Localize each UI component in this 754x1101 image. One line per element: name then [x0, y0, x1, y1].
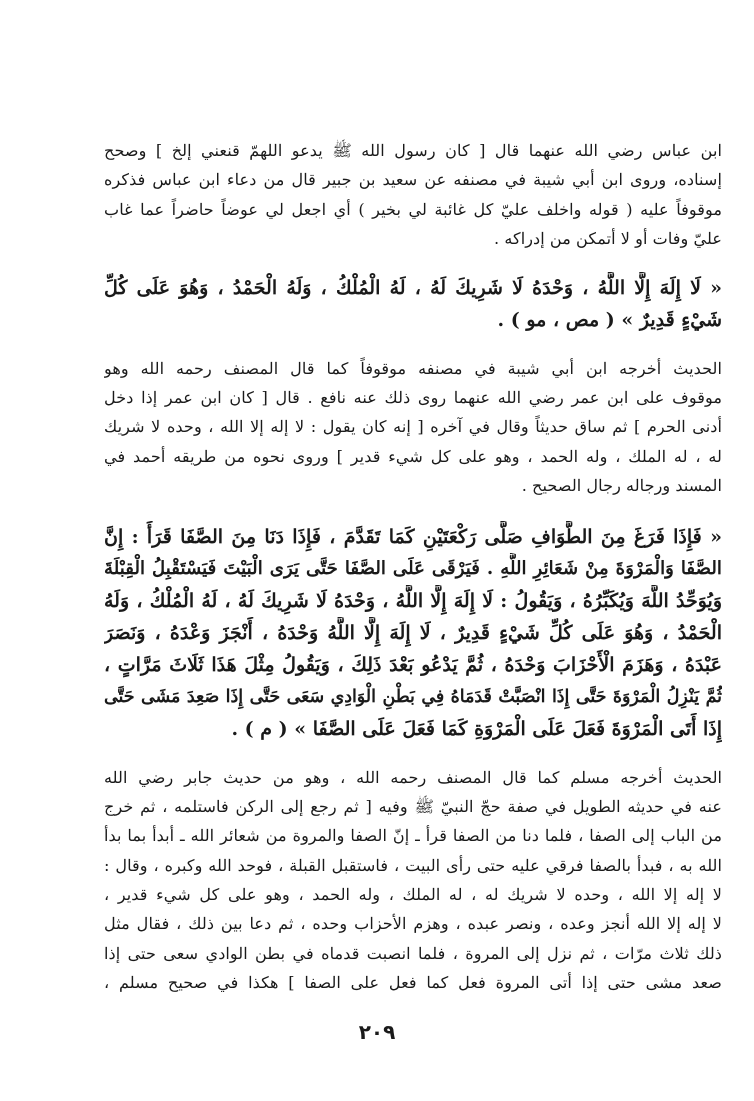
- text-line: صعد مشى حتى إذا أتى المروة فعل كما فعل على الصفا ] هكذا في صحيح مسلم ،: [104, 973, 722, 993]
- text-line: لا إله إلا الله ، وحده لا شريك له ، له الملك ، وله الحمد ، وهو على كل شيء قدير ،: [104, 885, 722, 905]
- hadith-line: « فَإِذَا فَرَغَ مِنَ الطَّوَافِ صَلَّى رَكْعَتَيْنِ كَمَا تَقَدَّمَ ، فَإِذَا دَنَا مِنَ الصَّفَا قَرَأَ : إِنَّ: [104, 525, 722, 548]
- text-line: المسند ورجاله رجال الصحيح .: [521, 476, 722, 496]
- hadith-text-2: [104, 521, 722, 745]
- hadith-line: وَيُوَحِّدُ اللَّهَ وَيُكَبِّرُهُ ، وَيَقُولُ : لَا إِلَهَ إِلَّا اللَّهُ ، وَحْدَهُ لَا شَرِيكَ لَهُ ، لَهُ الْمُلْكُ ، وَلَهُ: [104, 589, 722, 612]
- hadith-line: الْحَمْدُ ، وَهُوَ عَلَى كُلِّ شَيْءٍ قَدِيرٌ ، لَا إِلَهَ إِلَّا اللَّهُ وَحْدَهُ ، أَنْجَزَ وَعْدَهُ ، وَنَصَرَ: [104, 621, 722, 644]
- text-line: الحديث أخرجه مسلم كما قال المصنف رحمه الله ، وهو من حديث جابر رضي الله: [104, 767, 722, 787]
- text-line: أدنى الحرم ] ثم ساق حديثاً وقال في آخره [ إنه كان يقول : لا إله إلا الله ، وحده لا شريك: [104, 417, 722, 437]
- text-line: عليّ وفات أو لا أتمكن من إدراكه .: [494, 229, 722, 249]
- commentary-paragraph-2: [104, 763, 722, 998]
- text-line: ذلك ثلاث مرّات ، ثم نزل إلى المروة ، فلما انصبت قدماه في بطن الوادي سعى حتى إذا: [104, 943, 722, 963]
- hadith-line: ثُمَّ يَنْزِلُ الْمَرْوَةَ حَتَّى إِذَا انْصَبَّتْ قَدَمَاهُ فِي بَطْنِ الْوَادِي سَعَى حَتَّى إِذَا صَعِدَ مَشَى حَتَّى: [104, 686, 722, 707]
- hadith-line: الصَّفَا وَالْمَرْوَةَ مِنْ شَعَائِرِ اللَّهِ . فَيَرْقَى عَلَى الصَّفَا حَتَّى يَرَى الْبَيْتَ فَيَسْتَقْبِلُ الْقِبْلَةَ: [104, 557, 722, 579]
- text-line: له ، له الملك ، وله الحمد ، وهو على كل شيء قدير ] وروى نحوه من طريقه أحمد في: [104, 446, 722, 466]
- text-line: الله به ، فبدأ بالصفا فرقي عليه حتى رأى البيت ، فاستقبل القبلة ، فوحد الله وكبره ، وقال :: [104, 855, 722, 875]
- page-number: ٢٠٩: [358, 1020, 396, 1044]
- text-line: ابن عباس رضي الله عنهما قال [ كان رسول الله ﷺ يدعو اللهمّ قنعني إلخ ] وصحح: [104, 141, 722, 160]
- text-line: الحديث أخرجه ابن أبي شيبة في مصنفه موقوفاً كما قال المصنف رحمه الله وهو: [104, 358, 722, 378]
- text-line: إسناده، وروى ابن أبي شيبة في مصنفه عن سعيد بن جبير قال من دعاء ابن عباس فذكره: [104, 170, 722, 190]
- page-content: [104, 136, 722, 998]
- commentary-paragraph-1: [104, 354, 722, 501]
- hadith-line: شَيْءٍ قَدِيرٌ » ( مص ، مو ) .: [497, 308, 722, 331]
- text-line: من الباب إلى الصفا ، فلما دنا من الصفا قرأ ـ إنّ الصفا والمروة من شعائر الله ـ أبدأ بما بدأ: [104, 826, 722, 846]
- text-line: عنه في حديثه الطويل في صفة حجّ النبيّ ﷺ وفيه [ ثم رجع إلى الركن فاستلمه ، ثم خرج: [104, 796, 722, 816]
- hadith-text-1: [104, 272, 722, 336]
- hadith-line: عَبْدَهُ ، وَهَزَمَ الْأَحْزَابَ وَحْدَهُ ، ثُمَّ يَدْعُو بَعْدَ ذَلِكَ ، وَيَقُولُ مِثْلَ هَذَا ثَلَاثَ مَرَّاتٍ ،: [104, 653, 722, 676]
- hadith-line: « لَا إِلَهَ إِلَّا اللَّهُ ، وَحْدَهُ لَا شَرِيكَ لَهُ ، لَهُ الْمُلْكُ ، وَلَهُ الْحَمْدُ ، وَهُوَ عَلَى كُلِّ: [104, 276, 722, 299]
- text-line: موقوف على ابن عمر رضي الله عنهما روى ذلك عنه نافع . قال [ كان ابن عمر إذا دخل: [104, 387, 722, 407]
- intro-paragraph: [104, 136, 722, 254]
- hadith-line: إِذَا أَتَى الْمَرْوَةَ فَعَلَ عَلَى الْمَرْوَةِ كَمَا فَعَلَ عَلَى الصَّفَا » ( م ) .: [231, 717, 722, 740]
- text-line: لا إله إلا الله أنجز وعده ، ونصر عبده ، وهزم الأحزاب وحده ، ثم دعا بين ذلك ، فقال مثل: [104, 914, 722, 934]
- text-line: موقوفاً عليه ( قوله واخلف عليّ كل غائبة لي بخير ) أي اجعل لي عوضاً حاضراً عما غاب: [104, 199, 722, 219]
